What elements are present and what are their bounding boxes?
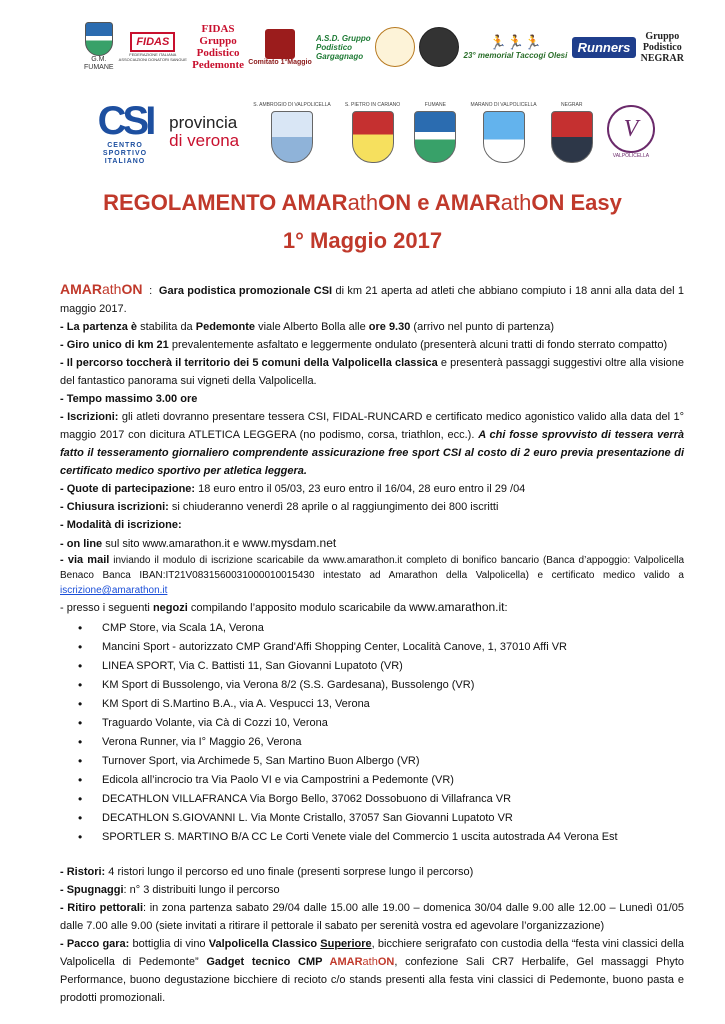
pacco-text: , confezione Sali CR7 Herbalife, Gel massaggi Phyto Performance, buono degustazione bicchiere di recioto c/o stands presenti alla festa vini classici di Pedemonte, buono pasta e prodotti promozionali.: [60, 956, 684, 1004]
crest-shield-icon-1: [271, 111, 313, 163]
intro-paragraph: [60, 280, 684, 318]
ristori-label: - Ristori:: [60, 866, 106, 878]
brand-part: AMAR: [329, 956, 363, 968]
crest-label-4: MARANO DI VALPOLICELLA: [470, 101, 537, 108]
list-item: • DECATHLON S.GIOVANNI L. Via Monte Cristallo, 37057 San Giovanni Lupatoto VR: [60, 809, 684, 828]
percorso-paragraph: [60, 354, 684, 390]
list-item: • SPORTLER S. MARTINO B/A CC Le Corti Venete viale del Commercio 1 uscita autostrada A4 Verona Est: [60, 828, 684, 847]
csi-subtext: CENTRO SPORTIVO ITALIANO: [102, 142, 148, 165]
crest-shield-icon-3: [414, 111, 456, 163]
ristori-text: 4 ristori lungo il percorso ed uno finale (presenti sorprese lungo il percorso): [105, 866, 474, 878]
brand-part: ON: [377, 956, 395, 968]
negozi-text: compilando l’apposito modulo scaricabile da: [187, 602, 410, 614]
gm-fumane-text: G.M. FUMANE: [84, 56, 114, 71]
brand-part: ath: [102, 281, 122, 297]
crest-san-pietro: [345, 102, 400, 163]
negozi-text: - presso i seguenti: [60, 602, 153, 614]
valpolicella-logo: [607, 105, 655, 159]
crest-shield-icon-4: [483, 111, 525, 163]
crest-label-5: NEGRAR: [561, 101, 583, 108]
csi-logo: [95, 100, 155, 164]
modalita-paragraph: - Modalità di iscrizione:: [60, 519, 182, 531]
negrar-logo: Gruppo Podistico NEGRAR: [640, 30, 684, 64]
intro-bold: Gara podistica promozionale CSI: [158, 285, 333, 297]
list-item: • Mancini Sport - autorizzato CMP Grand'Affi Shopping Center, Località Canove, 1, 37010 Affi VR: [60, 638, 684, 657]
crest-marano: [471, 102, 537, 163]
memorial-text: 23° memorial Taccogi Olesi: [463, 51, 568, 60]
list-item: • LINEA SPORT, Via C. Battisti 11, San Giovanni Lupatoto (VR): [60, 657, 684, 676]
runner-figures-icon: 🏃🏃🏃: [489, 34, 542, 50]
mysdam-link[interactable]: www.mysdam.net: [242, 536, 337, 550]
pacco-gadget: Gadget tecnico CMP: [206, 956, 330, 968]
giro-paragraph: [60, 336, 684, 354]
quote-paragraph: [60, 480, 684, 498]
spugnaggi-paragraph: [60, 881, 684, 899]
list-item: • CMP Store, via Scala 1A, Verona: [60, 619, 684, 638]
comitato-text: Comitato 1°Maggio: [248, 58, 312, 66]
list-item: • Turnover Sport, via Archimede 5, San Martino Buon Albergo (VR): [60, 752, 684, 771]
shops-list: [60, 619, 684, 847]
title-part: ath: [347, 190, 379, 215]
email-link[interactable]: iscrizione@amarathon.it: [60, 585, 168, 596]
intro-text: di km 21 aperta ad atleti che abbiano compiuto i 18 anni alla data del 1 maggio 2017.: [60, 285, 685, 315]
partenza-place: Pedemonte: [195, 321, 256, 333]
brand-part: ath: [362, 956, 378, 968]
partenza-paragraph: [60, 318, 684, 336]
percorso-label: - Il percorso toccherà il territorio dei 5 comuni della Valpolicella classica: [60, 357, 438, 369]
spugnaggi-text: : n° 3 distribuiti lungo il percorso: [123, 884, 280, 896]
title-part: ath: [500, 190, 532, 215]
page-subtitle-date: 1° Maggio 2017: [282, 228, 443, 253]
list-item: • Edicola all’incrocio tra Via Paolo VI e via Campostrini a Pedemonte (VR): [60, 771, 684, 790]
crest-shield-icon-5: [551, 111, 593, 163]
valpolicella-mark-icon: V: [607, 105, 655, 153]
gm-fumane-logo: [84, 22, 114, 72]
gm-fumane-shield-icon: [85, 22, 113, 56]
provincia-verona-logo: [169, 114, 239, 150]
negozi-colon: :: [504, 602, 508, 614]
iscrizioni-paragraph: [60, 408, 684, 480]
title-part: ON Easy: [531, 190, 622, 215]
ritiro-label: - Ritiro pettorali: [60, 902, 144, 914]
crest-shield-icon-2: [352, 111, 394, 163]
comitato-logo: [248, 29, 311, 66]
fidas-logo: [118, 32, 188, 62]
online-text: sul sito www.amarathon.it e: [102, 538, 243, 550]
amarathon-link[interactable]: www.amarathon.it: [409, 600, 505, 614]
giro-label: - Giro unico di km 21: [60, 339, 169, 351]
negozi-bold: negozi: [152, 602, 188, 614]
ritiro-text: : in zona partenza sabato 29/04 dalle 15.00 alle 19.00 – domenica 30/04 dalle 9.00 alle 12.00 – Lunedì 01/05 dalle 7.00 alle 9.00 (siete invitati a ritirare il pettorale il sabato per serenità vostra ed agevolare l’organizzazione): [60, 902, 685, 932]
iscrizioni-text: gli atleti dovranno presentare tessera CSI, FIDAL-RUNCARD e certificato medico agonistico valido alla data del 1° maggio 2017 con dicitura ATLETICA LEGGERA (no podismo, corsa, triathlon, ecc.).: [60, 411, 684, 441]
pacco-label: - Pacco gara:: [60, 938, 130, 950]
online-label: - on line: [60, 538, 103, 550]
crest-negrar: [551, 102, 593, 163]
partenza-text: (arrivo nel punto di partenza): [410, 321, 555, 333]
partenza-text: stabilita da: [137, 321, 196, 333]
fidas-box-text: FIDAS: [130, 32, 175, 52]
pacco-wine-superiore: Superiore: [320, 938, 372, 950]
sponsor-logos-row-2: [95, 92, 655, 172]
round-emblem-icon-1: [375, 27, 415, 67]
ristori-paragraph: [60, 863, 684, 881]
mail-text: inviando il modulo di iscrizione scaricabile da www.amarathon.it completo di bonifico bancario (Banca d’appoggio: Valpolicella Benaco Banca IBAN:IT21V0831560031000010015430 intestato ad Amarathon della Valpolicella) e certificato medico valido a: [60, 555, 685, 581]
list-item: • DECATHLON VILLAFRANCA Via Borgo Bello, 37062 Dossobuono di Villafranca VR: [60, 790, 684, 809]
brand-part: ON: [121, 281, 143, 297]
verona-text: di verona: [169, 131, 240, 150]
fidas-pedemonte-logo: FIDAS Gruppo Podistico Pedemonte: [192, 23, 245, 71]
iscrizioni-note: A chi fosse sprovvisto di tessera verrà fatto il tesseramento giornaliero comprendente assicurazione free sport CSI al costo di 2 euro previa presentazione di certificato medico sportivo per atletica leggera.: [60, 429, 684, 477]
chiusura-text: si chiuderanno venerdì 28 aprile o al raggiungimento dei 800 iscritti: [168, 501, 499, 513]
ritiro-paragraph: [60, 899, 684, 935]
mail-label: - via mail: [60, 554, 110, 566]
valpolicella-text: VALPOLICELLA: [612, 153, 650, 159]
list-item: • Traguardo Volante, via Cà di Cozzi 10, Verona: [60, 714, 684, 733]
pacco-paragraph: [60, 935, 684, 1007]
partenza-text: viale Alberto Bolla alle: [255, 321, 369, 333]
sponsor-logos-row-1: [84, 18, 684, 76]
list-item: • Verona Runner, via I° Maggio 26, Verona: [60, 733, 684, 752]
runners-logo: Runners: [572, 37, 637, 58]
gargagnago-logo: A.S.D. Gruppo Podistico Gargagnago: [316, 33, 371, 61]
online-paragraph: [60, 534, 684, 553]
regulation-body: [60, 280, 684, 1007]
crest-label-3: FUMANE: [424, 101, 446, 108]
pacco-wine: Valpolicella Classico: [208, 938, 321, 950]
crest-label-2: S. PIETRO IN CARIANO: [344, 101, 401, 108]
provincia-text: provincia: [169, 113, 238, 132]
page-title: [0, 190, 725, 216]
title-part: REGOLAMENTO AMAR: [103, 190, 348, 215]
chiusura-label: - Chiusura iscrizioni:: [60, 501, 169, 513]
partenza-label: - La partenza è: [60, 321, 138, 333]
negozi-paragraph: [60, 598, 684, 617]
list-item: • KM Sport di S.Martino B.A., via A. Vespucci 13, Verona: [60, 695, 684, 714]
pacco-text: bottiglia di vino: [129, 938, 209, 950]
comitato-emblem-icon: [265, 29, 295, 59]
quote-label: - Quote di partecipazione:: [60, 483, 196, 495]
partenza-time: ore 9.30: [368, 321, 411, 333]
crest-fumane: [414, 102, 456, 163]
csi-mark: CSI: [97, 99, 153, 143]
giro-text: prevalentemente asfaltato e leggermente ondulato (presenterà alcuni tratti di fondo sterrato compatto): [168, 339, 668, 351]
title-part: ON e AMAR: [378, 190, 501, 215]
percorso-text: e presenterà passaggi suggestivi oltre alla visione del fantastico panorama sui vigneti della Valpolicella.: [60, 357, 685, 387]
fidas-subtext: FEDERAZIONE ITALIANA ASSOCIAZIONI DONATORI SANGUE: [118, 52, 187, 62]
tempo-paragraph: - Tempo massimo 3.00 ore: [60, 393, 198, 405]
crest-sant-ambrogio: [253, 102, 330, 163]
pacco-text: , bicchiere serigrafato con custodia della “festa vini classici della Valpolicella di Pedemonte”: [60, 938, 684, 968]
brand-part: AMAR: [60, 281, 102, 297]
list-item: • KM Sport di Bussolengo, via Verona 8/2 (S.S. Gardesana), Bussolengo (VR): [60, 676, 684, 695]
memorial-logo: [464, 34, 568, 60]
crest-label-1: S. AMBROGIO DI VALPOLICELLA: [253, 101, 331, 108]
quote-text: 18 euro entro il 05/03, 23 euro entro il 16/04, 28 euro entro il 29 /04: [195, 483, 526, 495]
spugnaggi-label: - Spugnaggi: [60, 884, 124, 896]
mail-paragraph: [60, 553, 684, 598]
iscrizioni-label: - Iscrizioni:: [60, 411, 119, 423]
chiusura-paragraph: [60, 498, 684, 516]
intro-colon: :: [142, 285, 159, 297]
round-emblem-icon-2: [419, 27, 459, 67]
